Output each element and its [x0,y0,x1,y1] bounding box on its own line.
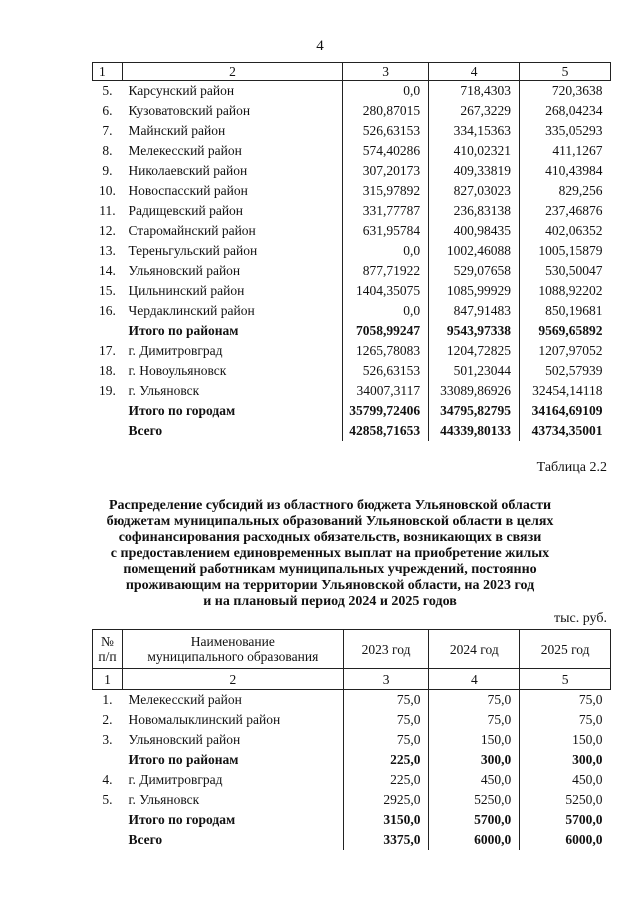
value-2024: 501,23044 [429,361,520,381]
value-2023: 331,77787 [343,201,429,221]
municipality-name: Всего [128,832,163,847]
row-number: 5. [102,83,113,98]
municipality-name: г. Димитровград [128,772,223,787]
value-2024: 1204,72825 [429,341,520,361]
value-2023: 35799,72406 [343,401,429,421]
value-2023: 315,97892 [343,181,429,201]
col-index-5: 5 [520,63,611,81]
header-name-line2: муниципального образования [147,649,319,664]
title-line: бюджетам муниципальных образований Ульяновской области в целях [106,514,554,529]
municipality-name: Новоспасский район [128,183,248,198]
row-number [93,401,123,421]
subsidy-table-continued [92,62,611,441]
value-2023: 3375,0 [343,830,429,850]
unit-label: тыс. руб. [554,611,607,626]
header-num [93,630,123,669]
value-2023: 34007,3117 [343,381,429,401]
municipality-name: Мелекесский район [128,692,242,707]
value-2025: 6000,0 [520,830,611,850]
value-2025: 5700,0 [520,810,611,830]
row-number: 11. [99,203,116,218]
total-row [93,401,611,421]
col-index-1: 1 [93,63,123,81]
municipality-name: Тереньгульский район [128,243,258,258]
header-2024: 2024 год [429,630,520,669]
value-2024: 410,02321 [429,141,520,161]
total-row [93,421,611,441]
row-number: 1. [102,692,113,707]
value-2023: 877,71922 [343,261,429,281]
municipality-name: г. Новоульяновск [128,363,227,378]
value-2025: 75,0 [520,710,611,730]
municipality-name: Чердаклинский район [128,303,255,318]
value-2025: 829,256 [520,181,611,201]
value-2025: 268,04234 [520,101,611,121]
value-2024: 75,0 [429,710,520,730]
table-row [93,141,611,161]
municipality-name: г. Ульяновск [128,383,200,398]
header-name [122,630,343,669]
table-row [93,101,611,121]
municipality-name: Итого по городам [128,403,236,418]
value-2024: 34795,82795 [429,401,520,421]
page-number: 4 [316,38,324,54]
municipality-name: Радищевский район [128,203,244,218]
column-index-row [93,63,611,81]
value-2023: 280,87015 [343,101,429,121]
value-2023: 225,0 [343,770,429,790]
row-number: 15. [99,283,116,298]
value-2024: 33089,86926 [429,381,520,401]
value-2024: 1085,99929 [429,281,520,301]
municipality-name: Итого по районам [128,752,239,767]
municipality-name: Цильнинский район [128,283,245,298]
value-2023: 225,0 [343,750,429,770]
value-2023: 574,40286 [343,141,429,161]
row-number: 2. [102,712,113,727]
header-2023: 2023 год [343,630,429,669]
row-number [93,750,123,770]
value-2024: 847,91483 [429,301,520,321]
value-2024: 150,0 [429,730,520,750]
value-2025: 5250,0 [520,790,611,810]
value-2024: 334,15363 [429,121,520,141]
value-2024: 400,98435 [429,221,520,241]
municipality-name: г. Ульяновск [128,792,200,807]
value-2025: 43734,35001 [520,421,611,441]
title-line: софинансирования расходных обязательств, возникающих в связи [118,530,542,545]
municipality-name: Николаевский район [128,163,248,178]
municipality-name: Итого по районам [128,323,239,338]
table-title [60,498,600,610]
header-2025: 2025 год [520,630,611,669]
table-row [93,790,611,810]
value-2023: 526,63153 [343,121,429,141]
row-number: 17. [99,343,116,358]
municipality-name: Ульяновский район [128,732,241,747]
value-2023: 526,63153 [343,361,429,381]
table-row [93,261,611,281]
title-line: с предоставлением единовременных выплат на приобретение жилых [110,546,550,561]
total-row [93,321,611,341]
value-2025: 450,0 [520,770,611,790]
col-index-1: 1 [93,669,123,690]
column-header-row [93,630,611,669]
total-row [93,750,611,770]
row-number: 12. [99,223,116,238]
value-2025: 32454,14118 [520,381,611,401]
municipality-name: Новомалыклинский район [128,712,281,727]
value-2025: 237,46876 [520,201,611,221]
value-2025: 402,06352 [520,221,611,241]
table-row [93,301,611,321]
column-index-row [93,669,611,690]
row-number: 3. [102,732,113,747]
municipality-name: Мелекесский район [128,143,242,158]
value-2024: 827,03023 [429,181,520,201]
value-2024: 75,0 [429,690,520,711]
row-number: 8. [102,143,113,158]
row-number: 14. [99,263,116,278]
table-row [93,201,611,221]
col-index-4: 4 [429,63,520,81]
table-row [93,181,611,201]
title-line: помещений работникам муниципальных учреждений, постоянно [123,562,537,577]
table-row [93,221,611,241]
table-row [93,690,611,711]
total-row [93,810,611,830]
col-index-3: 3 [343,63,429,81]
col-index-2: 2 [122,63,342,81]
title-line: и на плановый период 2024 и 2025 годов [203,594,457,609]
table-row [93,161,611,181]
municipality-name: Итого по городам [128,812,236,827]
value-2024: 236,83138 [429,201,520,221]
value-2025: 502,57939 [520,361,611,381]
value-2025: 850,19681 [520,301,611,321]
value-2024: 450,0 [429,770,520,790]
value-2025: 335,05293 [520,121,611,141]
value-2024: 300,0 [429,750,520,770]
value-2024: 718,4303 [429,81,520,102]
table-body [93,690,611,851]
table-row [93,710,611,730]
row-number: 13. [99,243,116,258]
value-2023: 0,0 [343,301,429,321]
value-2025: 34164,69109 [520,401,611,421]
value-2023: 1404,35075 [343,281,429,301]
municipality-name: Ульяновский район [128,263,241,278]
value-2023: 3150,0 [343,810,429,830]
col-index-3: 3 [343,669,429,690]
row-number: 4. [102,772,113,787]
row-number: 6. [102,103,113,118]
value-2023: 307,20173 [343,161,429,181]
value-2025: 9569,65892 [520,321,611,341]
value-2023: 0,0 [343,81,429,102]
value-2023: 75,0 [343,730,429,750]
row-number [93,321,123,341]
table-row [93,241,611,261]
row-number: 16. [99,303,116,318]
municipality-name: г. Димитровград [128,343,223,358]
municipality-name: Всего [128,423,163,438]
value-2024: 1002,46088 [429,241,520,261]
col-index-4: 4 [429,669,520,690]
row-number: 9. [102,163,113,178]
title-line: Распределение субсидий из областного бюджета Ульяновской области [108,498,552,513]
value-2023: 1265,78083 [343,341,429,361]
value-2023: 7058,99247 [343,321,429,341]
row-number [93,830,123,850]
table-row [93,381,611,401]
value-2024: 9543,97338 [429,321,520,341]
municipality-name: Карсунский район [128,83,235,98]
row-number [93,810,123,830]
table-row [93,121,611,141]
value-2024: 5250,0 [429,790,520,810]
table-body [93,81,611,442]
table-row [93,281,611,301]
value-2024: 409,33819 [429,161,520,181]
table-row [93,341,611,361]
table-row [93,770,611,790]
value-2025: 530,50047 [520,261,611,281]
table-label: Таблица 2.2 [536,460,607,475]
table-row [93,81,611,102]
value-2023: 75,0 [343,710,429,730]
row-number: 18. [99,363,116,378]
value-2024: 5700,0 [429,810,520,830]
row-number: 10. [99,183,116,198]
total-row [93,830,611,850]
value-2023: 42858,71653 [343,421,429,441]
row-number: 19. [99,383,116,398]
col-index-5: 5 [520,669,611,690]
value-2025: 410,43984 [520,161,611,181]
row-number: 7. [102,123,113,138]
value-2025: 411,1267 [520,141,611,161]
value-2024: 529,07658 [429,261,520,281]
value-2025: 1005,15879 [520,241,611,261]
table-row [93,361,611,381]
value-2025: 1207,97052 [520,341,611,361]
value-2024: 267,3229 [429,101,520,121]
header-num-line1: № [101,634,114,649]
value-2023: 0,0 [343,241,429,261]
value-2025: 720,3638 [520,81,611,102]
header-name-line1: Наименование [190,634,275,649]
value-2025: 1088,92202 [520,281,611,301]
row-number: 5. [102,792,113,807]
col-index-2: 2 [122,669,343,690]
row-number [93,421,123,441]
municipality-name: Майнский район [128,123,226,138]
table-row [93,730,611,750]
value-2024: 44339,80133 [429,421,520,441]
header-num-line2: п/п [98,649,117,664]
municipality-name: Кузоватовский район [128,103,251,118]
value-2025: 300,0 [520,750,611,770]
value-2025: 75,0 [520,690,611,711]
value-2025: 150,0 [520,730,611,750]
subsidy-table-2-2 [92,629,611,850]
value-2023: 75,0 [343,690,429,711]
value-2024: 6000,0 [429,830,520,850]
municipality-name: Старомайнский район [128,223,256,238]
title-line: проживающим на территории Ульяновской области, на 2023 год [125,578,535,593]
value-2023: 2925,0 [343,790,429,810]
value-2023: 631,95784 [343,221,429,241]
